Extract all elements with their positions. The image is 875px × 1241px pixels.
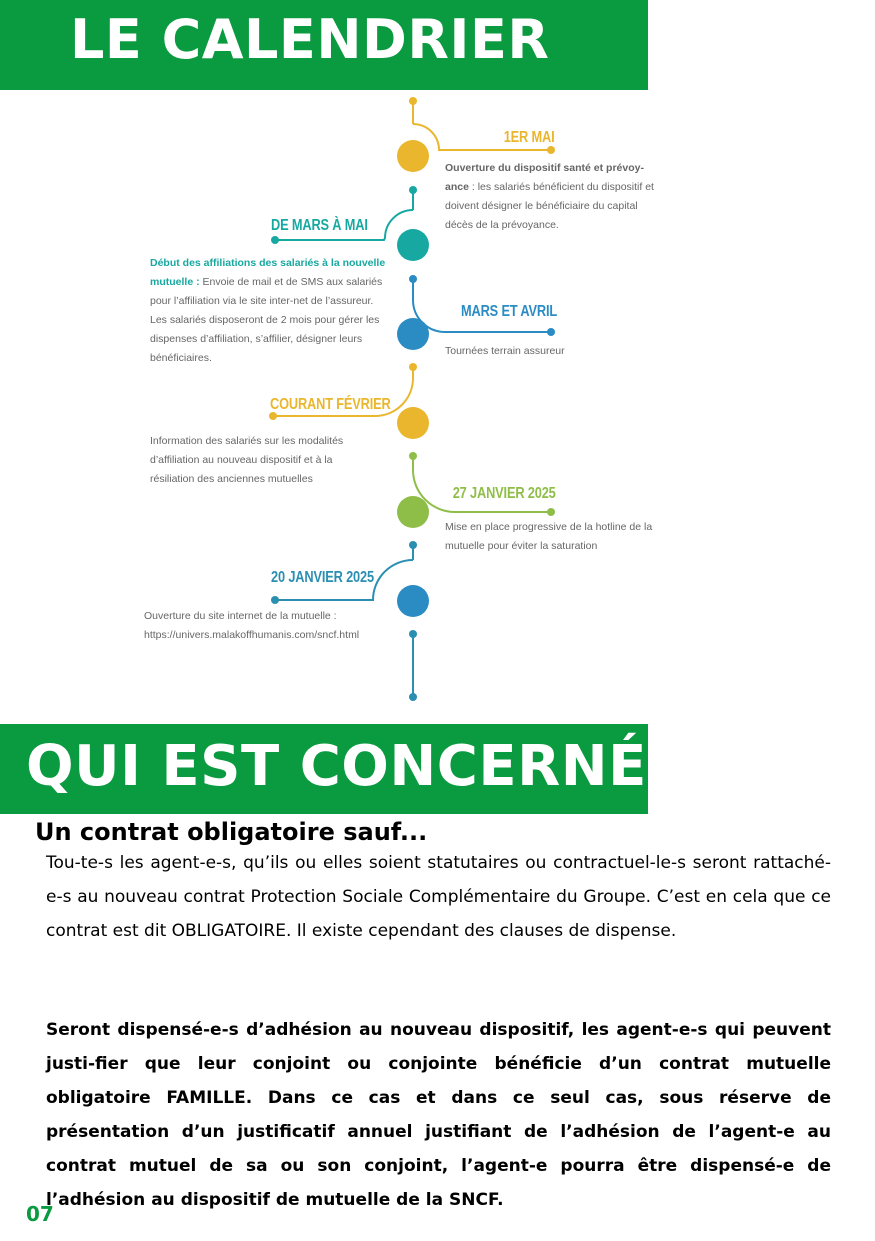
paragraph-dispense: Seront dispensé-e-s d’adhésion au nouveau dispositif, les agent-e-s qui peuvent justi-fier que leur conjoint ou conjointe bénéficie d’un contrat mutuelle obligatoire FAMILLE. Dans ce cas et dans ce seul cas, sous réserve de présentation d’un justificatif annuel justifiant de l’adhésion de l’agent-e au contrat mutuel de sa ou son conjoint, l’agent-e pourra être dispensé-e de l’adhésion au dispositif de mutuelle de la SNCF. <box>46 1020 831 1210</box>
event-desc-1 <box>445 159 663 235</box>
concerned-title: QUI EST CONCERNÉ-E <box>26 734 710 799</box>
timeline-node-2 <box>397 229 429 261</box>
event-title-2: DE MARS À MAI <box>271 217 368 234</box>
timeline-node-5 <box>397 496 429 528</box>
event-desc-4: Information des salariés sur les modalités d’affiliation au nouveau dispositif et à la résiliation des anciennes mutuelles <box>150 435 344 485</box>
calendar-title: LE CALENDRIER <box>70 8 550 71</box>
section-subtitle: Un contrat obligatoire sauf... <box>35 818 428 846</box>
page-number: 07 <box>26 1202 54 1226</box>
event-title-6: 20 JANVIER 2025 <box>271 569 374 586</box>
timeline-tail <box>409 630 417 701</box>
event-title-3: MARS ET AVRIL <box>460 303 557 320</box>
event-desc-2 <box>150 254 388 368</box>
timeline-node-3 <box>397 318 429 350</box>
event-desc-3: Tournées terrain assureur <box>445 345 565 357</box>
event-desc-text-1: : les salariés bénéficient du dispositif et doivent désigner le bénéficiaire du capital décès de la prévoyance. <box>445 181 654 231</box>
concerned-header <box>0 724 710 814</box>
event-title-1: 1ER MAI <box>503 129 554 146</box>
event-desc-6: Ouverture du site internet de la mutuelle : https://univers.malakoffhumanis.com/sncf.html <box>144 610 360 641</box>
timeline-node-4 <box>397 407 429 439</box>
timeline-node-6 <box>397 585 429 617</box>
event-title-5: 27 JANVIER 2025 <box>453 485 556 502</box>
event-desc-text-2: Envoie de mail et de SMS aux salariés pour l’affiliation via le site inter-net de l’assureur. Les salariés disposeront de 2 mois pour gérer les dispenses d’affiliation, s’affilier, désigner leurs bénéficiaires. <box>150 276 383 364</box>
paragraph-intro: Tou-te-s les agent-e-s, qu’ils ou elles soient statutaires ou contractuel-le-s seront rattaché-e-s au nouveau contrat Protection Sociale Complémentaire du Groupe. C’est en cela que ce contrat est dit OBLIGATOIRE. Il existe cependant des clauses de dispense. <box>46 853 831 941</box>
timeline-node-1 <box>397 140 429 172</box>
event-desc-bold-1: Ouverture du dispositif santé et prévoy-ance <box>445 162 644 193</box>
event-desc-bold-2: Début des affiliations des salariés à la nouvelle mutuelle : <box>150 257 386 288</box>
event-title-4: COURANT FÉVRIER <box>270 396 391 413</box>
event-desc-5: Mise en place progressive de la hotline de la mutuelle pour éviter la saturation <box>445 521 653 552</box>
